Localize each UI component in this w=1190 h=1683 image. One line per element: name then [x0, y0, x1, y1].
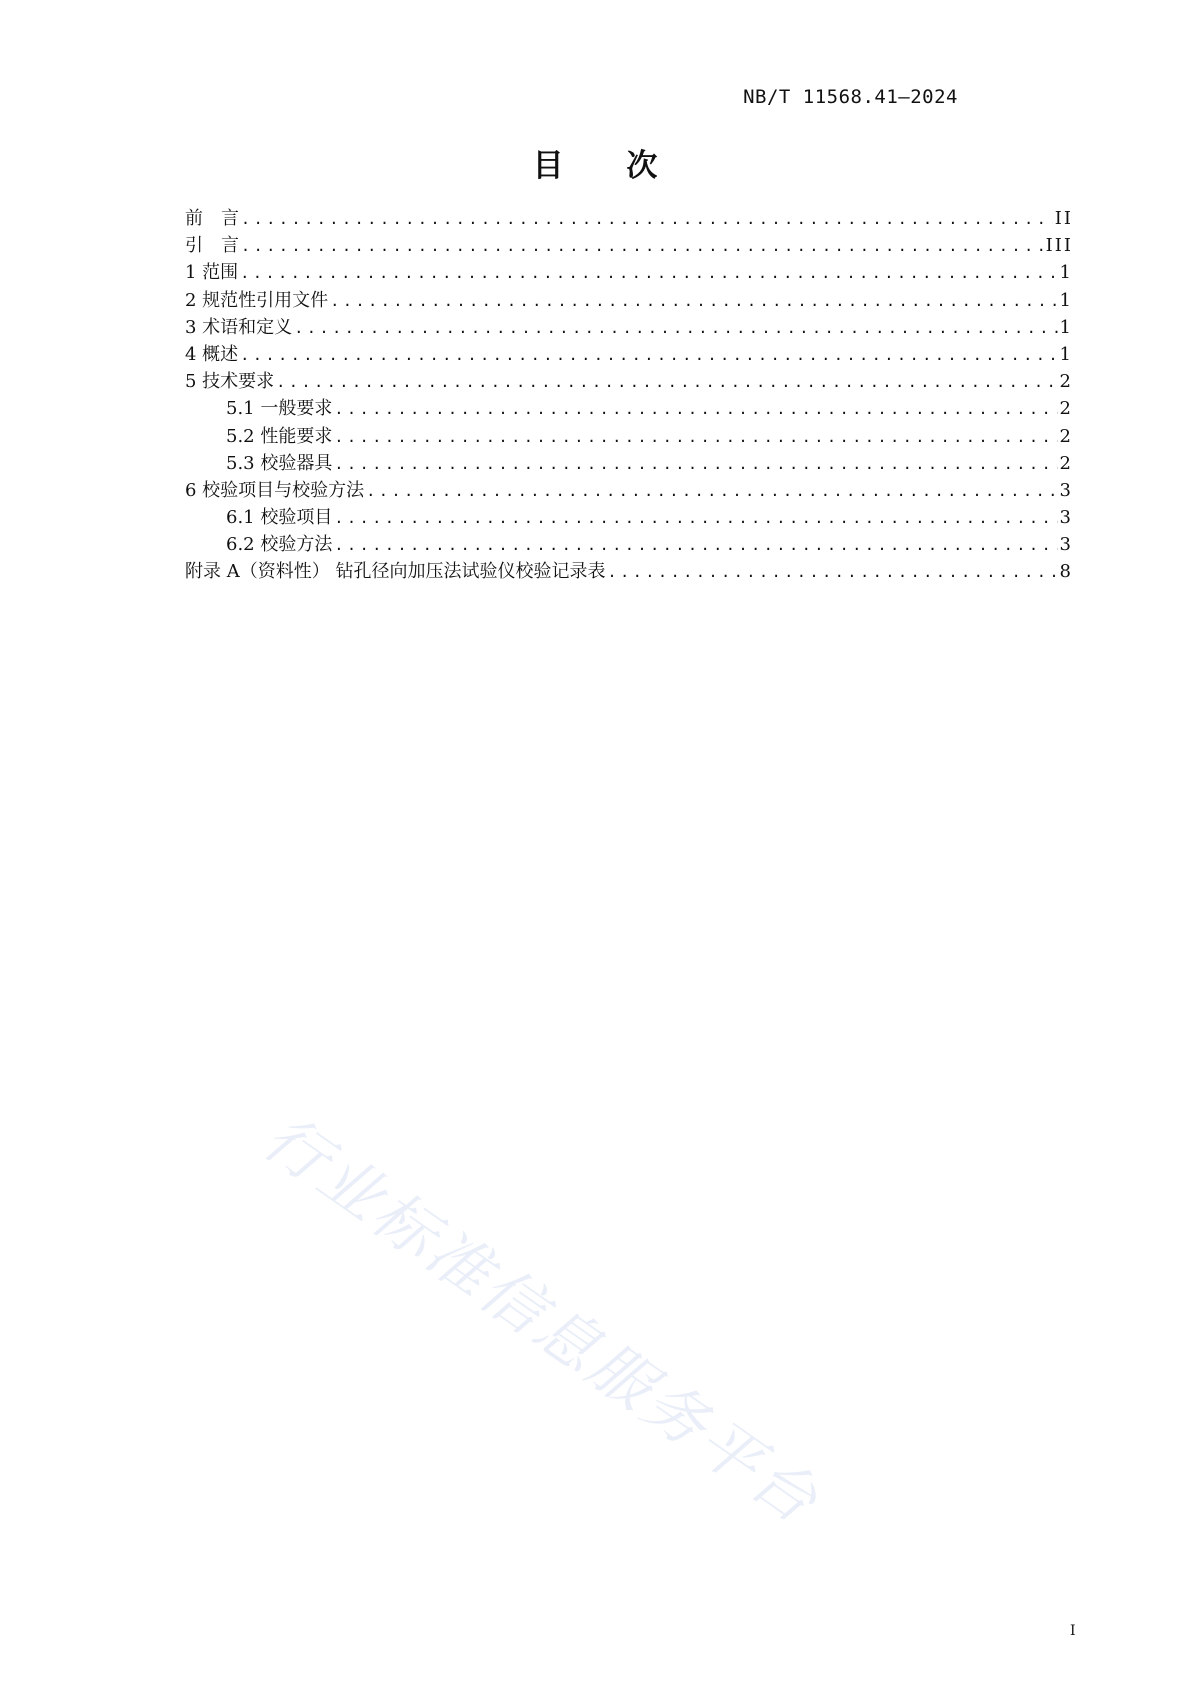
toc-entry[interactable]: [185, 204, 1073, 231]
toc-leader-dots: [334, 455, 1057, 473]
toc-subentry[interactable]: [185, 449, 1073, 476]
toc-entry-page: 3: [1059, 507, 1073, 529]
toc-entry-label: 5.3 校验器具: [226, 452, 333, 474]
toc-entry-page: II: [1054, 208, 1073, 229]
toc-entry-label: 5 技术要求: [185, 371, 275, 393]
toc-entry-page: 1: [1059, 289, 1073, 311]
table-of-contents: [185, 204, 1073, 585]
toc-leader-dots: [294, 319, 1057, 337]
toc-subentry[interactable]: [185, 422, 1073, 449]
toc-entry-label: 5.1 一般要求: [226, 398, 333, 420]
toc-entry-label: 1 范围: [185, 262, 239, 284]
toc-entry[interactable]: [185, 313, 1073, 340]
toc-entry-page: 3: [1059, 479, 1073, 501]
toc-entry[interactable]: [185, 231, 1073, 258]
toc-subentry[interactable]: [185, 394, 1073, 421]
toc-entry-page: 2: [1059, 371, 1073, 393]
toc-leader-dots: [240, 264, 1057, 282]
toc-subentry[interactable]: [185, 503, 1073, 530]
toc-entry-page: 2: [1059, 452, 1073, 474]
toc-entry-page: 1: [1059, 316, 1073, 338]
toc-entry-label: 前 言: [185, 208, 239, 229]
toc-leader-dots: [330, 292, 1057, 310]
toc-entry-label: 6 校验项目与校验方法: [185, 479, 365, 501]
toc-entry-label: 2 规范性引用文件: [185, 289, 329, 311]
toc-entry-label: 3 术语和定义: [185, 316, 293, 338]
page-number: I: [1070, 1623, 1076, 1639]
toc-entry-label: 4 概述: [185, 343, 239, 365]
standard-number: NB/T 11568.41—2024: [743, 86, 958, 108]
toc-subentry[interactable]: [185, 530, 1073, 557]
toc-entry[interactable]: [185, 557, 1073, 584]
toc-leader-dots: [241, 237, 1044, 255]
page-title: 目 次: [532, 148, 684, 184]
watermark: 行业标准信息服务平台: [250, 1100, 834, 1540]
toc-entry-label: 附录 A（资料性） 钻孔径向加压法试验仪校验记录表: [185, 561, 606, 583]
toc-entry-label: 6.1 校验项目: [226, 507, 333, 529]
toc-entry-label: 5.2 性能要求: [226, 425, 333, 447]
toc-leader-dots: [240, 346, 1057, 364]
toc-entry[interactable]: [185, 286, 1073, 313]
toc-entry-page: 2: [1059, 398, 1073, 420]
toc-entry-page: 1: [1059, 343, 1073, 365]
toc-leader-dots: [334, 428, 1057, 446]
toc-leader-dots: [334, 536, 1057, 554]
toc-leader-dots: [607, 563, 1057, 581]
toc-entry-page: 2: [1059, 425, 1073, 447]
toc-entry[interactable]: [185, 340, 1073, 367]
toc-entry-page: 8: [1059, 561, 1073, 583]
toc-leader-dots: [334, 400, 1057, 418]
toc-leader-dots: [241, 210, 1053, 228]
toc-entry[interactable]: [185, 476, 1073, 503]
toc-entry-page: 3: [1059, 534, 1073, 556]
toc-leader-dots: [334, 509, 1057, 527]
toc-entry[interactable]: [185, 258, 1073, 285]
toc-entry-label: 6.2 校验方法: [226, 534, 333, 556]
toc-leader-dots: [366, 482, 1057, 500]
toc-leader-dots: [276, 373, 1057, 391]
toc-entry-label: 引 言: [185, 235, 239, 257]
toc-entry-page: 1: [1059, 262, 1073, 284]
toc-entry-page: III: [1045, 235, 1073, 257]
toc-entry[interactable]: [185, 367, 1073, 394]
